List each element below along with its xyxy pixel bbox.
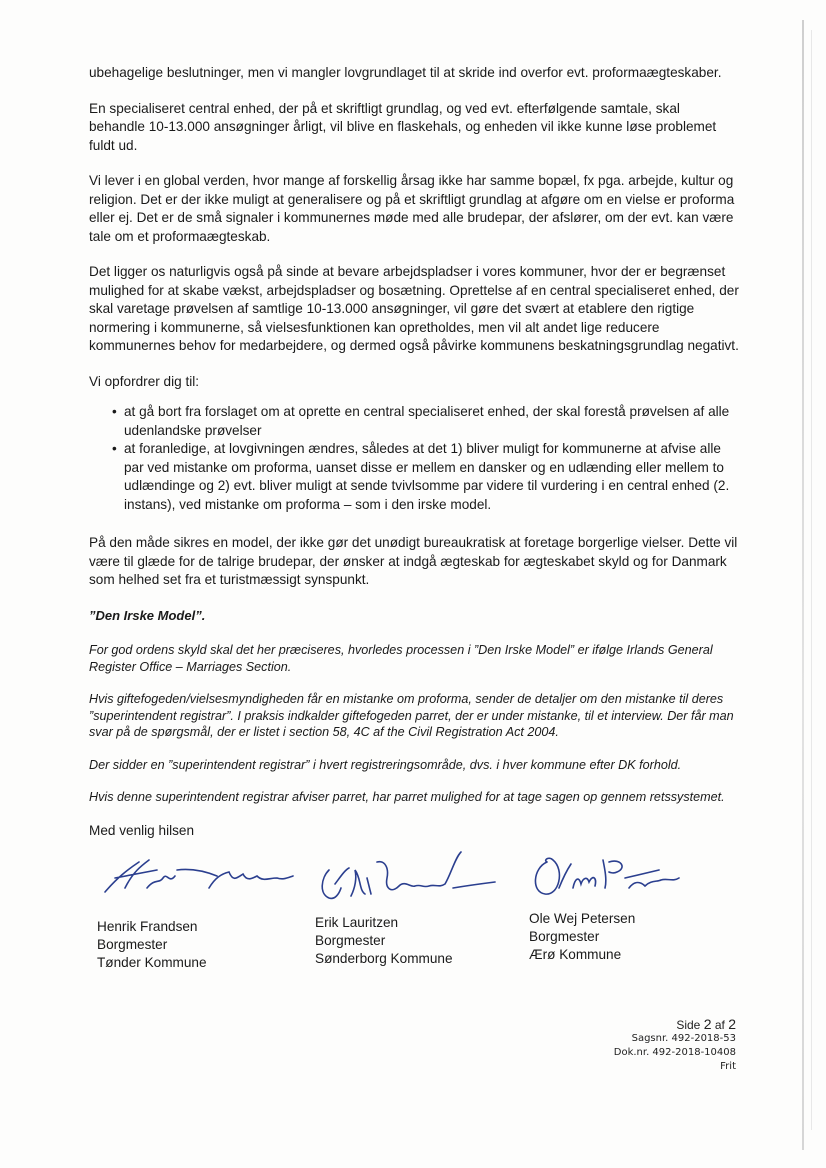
signature-block — [97, 848, 697, 978]
classification: Frit — [720, 1061, 736, 1072]
signatory-municipality: Sønderborg Kommune — [315, 951, 453, 966]
paragraph-2: En specialiseret central enhed, der på et skriftligt grundlag, og ved evt. efterfølgende samtale, skal behandle 10-13.000 ansøgninger årligt, vil blive en flaskehals, og enheden vil ikke kunne løse problemet fuldt ud. — [89, 100, 717, 153]
signatory-name: Henrik Frandsen — [97, 919, 198, 934]
model-heading: ”Den Irske Model”. — [89, 607, 206, 623]
page-label: Side — [676, 1018, 701, 1032]
signatory-name: Erik Lauritzen — [315, 915, 399, 930]
signatory-title: Borgmester — [315, 933, 386, 948]
model-paragraph-1: For god ordens skyld skal det her præciseres, hvorledes processen i ”Den Irske Model” er ifølge Irlands General Register Office – Marriages Section. — [89, 643, 713, 674]
model-paragraph-2: Hvis giftefogeden/vielsesmyndigheden får en mistanke om proforma, sender de detaljer om den mistanke til deres ”superintendent registrar”. I praksis indkalder giftefogeden parret, der er under mistanke, til et interview. Der får man svar på de spørgsmål, der er listet i section 58, 4C af the Civil Registration Act 2004. — [89, 692, 734, 739]
page-total: 2 — [728, 1016, 736, 1032]
signatory-municipality: Tønder Kommune — [97, 955, 207, 970]
page-current: 2 — [703, 1016, 712, 1032]
page-number — [614, 1017, 736, 1032]
signatory-title: Borgmester — [97, 937, 168, 952]
handwritten-signature — [529, 848, 689, 904]
handwritten-signature — [97, 848, 297, 900]
letter-body — [89, 64, 739, 857]
list-item: • at gå bort fra forslaget om at oprette en central specialiseret enhed, der skal forestå prøvelsen af alle udenlandske prøvelser — [114, 403, 739, 440]
signatory-frandsen — [97, 848, 297, 970]
list-item: • at foranledige, at lovgivningen ændres, således at det 1) bliver muligt for kommunerne at afvise alle par ved mistanke om proforma, uanset disse er mellem en dansker og en udlænding eller mellem to udlændinge og 2) evt. bliver muligt at sende tvivlsomme par videre til vurdering i en central enhed (2. instans), ved mistanke om proforma – som i den irske model. — [114, 440, 739, 514]
signatory-title: Borgmester — [529, 929, 600, 944]
closing-greeting: Med venlig hilsen — [89, 822, 195, 838]
model-paragraph-3: Der sidder en ”superintendent registrar” i hvert registreringsområde, dvs. i hver kommune efter DK forhold. — [89, 757, 682, 772]
signatory-lauritzen — [315, 848, 505, 966]
case-number: Sagsnr. 492-2018-53 — [631, 1033, 736, 1044]
paragraph-5: Vi opfordrer dig til: — [89, 373, 200, 389]
signatory-name: Ole Wej Petersen — [529, 911, 636, 926]
handwritten-signature — [315, 848, 505, 908]
paragraph-1: ubehagelige beslutninger, men vi mangler lovgrundlaget til at skride ind overfor evt. proformaægteskaber. — [89, 65, 722, 80]
signatory-municipality: Ærø Kommune — [529, 947, 622, 962]
model-paragraph-4: Hvis denne superintendent registrar afviser parret, har parret mulighed for at tage sagen op gennem retssystemet. — [89, 790, 725, 804]
paragraph-6: På den måde sikres en model, der ikke gør det unødigt bureaukratisk at foretage borgerlige vielser. Dette vil være til glæde for de talrige brudepar, der ønsker at indgå ægteskab for ægteskabet skyld og for Danmark som helhed set fra et turistmæssigt synspunkt. — [89, 535, 738, 587]
paragraph-3: Vi lever i en global verden, hvor mange af forskellig årsag ikke har samme bopæl, fx pga. arbejde, kultur og religion. Det er der ikke muligt at generalisere og på et skriftligt grundlag at afgøre om en vielse er proforma eller ej. Det er de små signaler i kommunernes møde med alle brudepar, der afslører, om der evt. kan være tale om et proformaægteskab. — [89, 173, 735, 244]
paragraph-4: Det ligger os naturligvis også på sinde at bevare arbejdspladser i vores kommuner, hvor der er begrænset mulighed for at skabe vækst, arbejdspladser og bosætning. Oprettelse af en central specialiseret enhed, der skal varetage prøvelsen af samtlige 10-13.000 ansøgninger, vil gøre det svært at etablere den rigtige normering i kommunerne, så vielsesfunktionen kan opretholdes, men vil alt andet lige reducere kommunernes behov for medarbejdere, og dermed også påvirke kommunens beskatningsgrundlag negativt. — [89, 264, 739, 353]
recommendation-list — [89, 403, 739, 514]
scan-edge-line — [811, 30, 812, 1130]
page-footer — [614, 1017, 736, 1074]
signatory-petersen — [529, 848, 689, 962]
scan-edge-shadow — [802, 20, 804, 1150]
page-of: af — [714, 1018, 725, 1032]
document-number: Dok.nr. 492-2018-10408 — [613, 1047, 736, 1058]
